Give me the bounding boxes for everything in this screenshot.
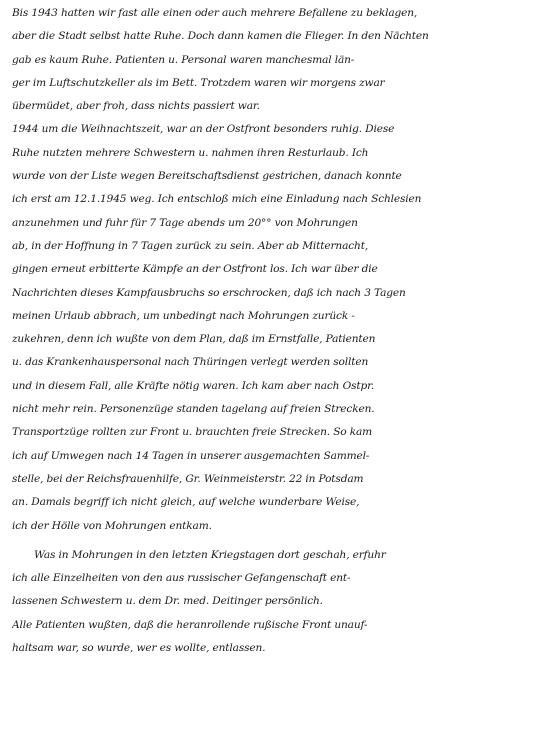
text-line: meinen Urlaub abbrach, um unbedingt nach Mohrungen zurück - <box>12 309 355 322</box>
text-line: anzunehmen und fuhr für 7 Tage abends um 20°° von Mohrungen <box>12 216 358 229</box>
text-line: haltsam war, so wurde, wer es wollte, entlassen. <box>12 642 266 655</box>
text-line: u. das Krankenhauspersonal nach Thüringen verlegt werden sollten <box>12 356 369 369</box>
text-line: ich auf Umwegen nach 14 Tagen in unserer ausgemachten Sammel- <box>12 449 370 462</box>
text-line: ich erst am 12.1.1945 weg. Ich entschloß mich eine Einladung nach Schlesien <box>12 193 422 206</box>
text-line: stelle, bei der Reichsfrauenhilfe, Gr. Weinmeisterstr. 22 in Potsdam <box>12 472 364 485</box>
text-line: gab es kaum Ruhe. Patienten u. Personal waren manchesmal län- <box>12 53 355 66</box>
text-line: wurde von der Liste wegen Bereitschaftsdienst gestrichen, danach konnte <box>12 170 402 183</box>
text-line: lassenen Schwestern u. dem Dr. med. Deitinger persönlich. <box>12 595 323 608</box>
text-line: nicht mehr rein. Personenzüge standen tagelang auf freien Strecken. <box>12 403 375 416</box>
text-line: an. Damals begriff ich nicht gleich, auf welche wunderbare Weise, <box>12 496 360 509</box>
text-line: ger im Luftschutzkeller als im Bett. Trotzdem waren wir morgens zwar <box>12 76 385 89</box>
text-line: Alle Patienten wußten, daß die heranrollende rußische Front unauf- <box>12 618 368 631</box>
text-line: gingen erneut erbitterte Kämpfe an der Ostfront los. Ich war über die <box>12 263 378 276</box>
text-line: Nachrichten dieses Kampfausbruchs so erschrocken, daß ich nach 3 Tagen <box>12 286 406 299</box>
text-line: übermüdet, aber froh, dass nichts passiert war. <box>12 100 260 113</box>
text-line: Ruhe nutzten mehrere Schwestern u. nahmen ihren Resturlaub. Ich <box>12 146 369 159</box>
text-line: Bis 1943 hatten wir fast alle einen oder auch mehrere Befallene zu beklagen, <box>12 7 418 19</box>
text-line: Was in Mohrungen in den letzten Kriegstagen dort geschah, erfuhr <box>34 548 386 561</box>
text-line: aber die Stadt selbst hatte Ruhe. Doch dann kamen die Flieger. In den Nächten <box>12 30 429 43</box>
text-line: ich alle Einzelheiten von den aus russischer Gefangenschaft ent- <box>12 572 351 585</box>
text-line: 1944 um die Weihnachtszeit, war an der Ostfront besonders ruhig. Diese <box>12 123 395 136</box>
text-line: zukehren, denn ich wußte von dem Plan, daß im Ernstfalle, Patienten <box>12 333 376 346</box>
text-line: und in diesem Fall, alle Kräfte nötig waren. Ich kam aber nach Ostpr. <box>12 379 375 392</box>
text-line: ich der Hölle von Mohrungen entkam. <box>12 519 212 532</box>
text-line: Transportzüge rollten zur Front u. brauchten freie Strecken. So kam <box>12 426 373 439</box>
handwritten-text-block <box>12 2 546 660</box>
text-line: ab, in der Hoffnung in 7 Tagen zurück zu sein. Aber ab Mitternacht, <box>12 239 369 252</box>
